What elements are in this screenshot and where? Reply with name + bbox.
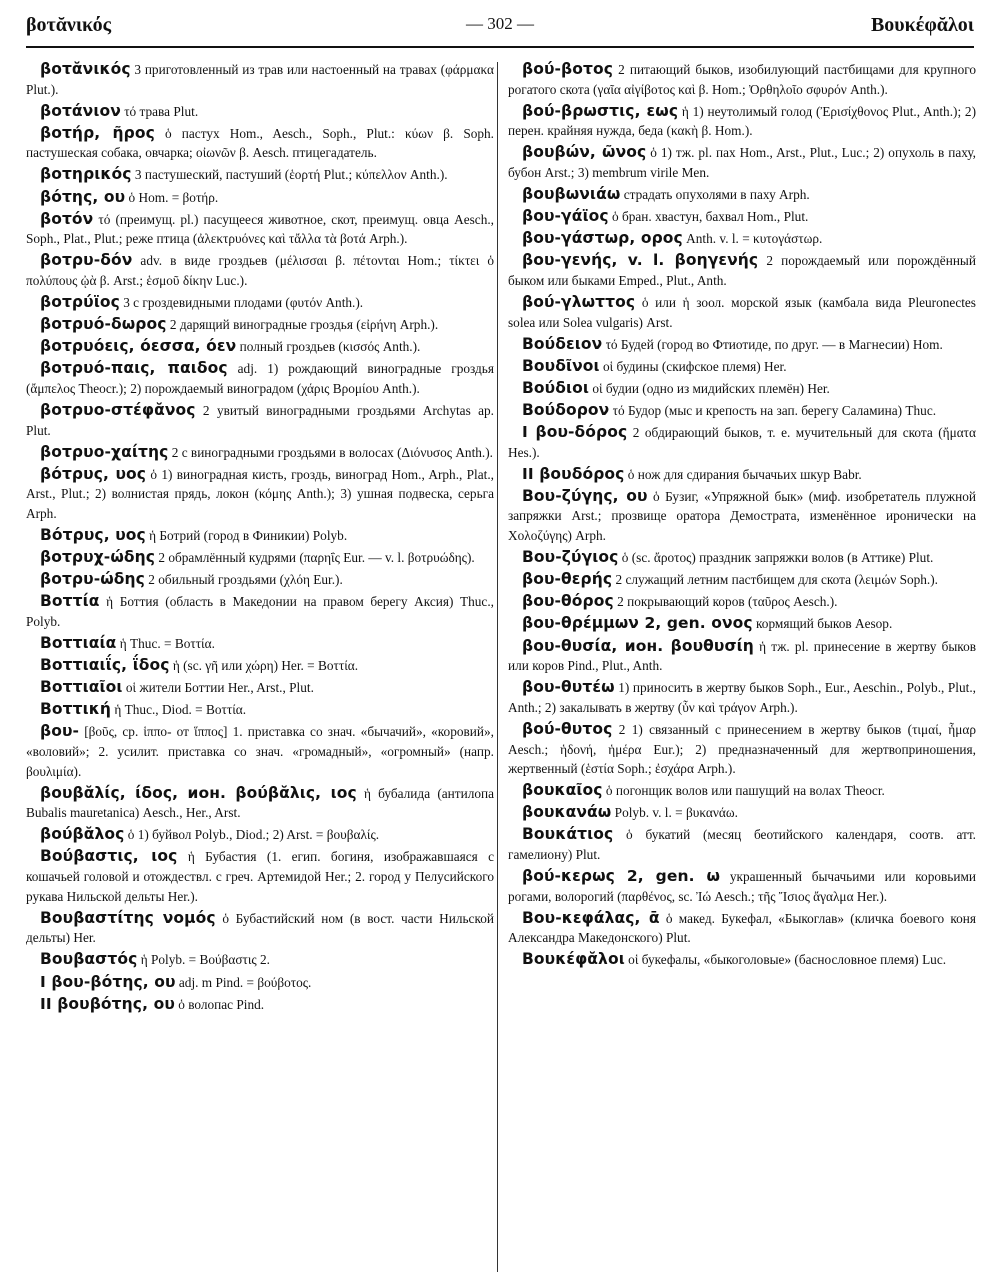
entry-headword: Βοττική bbox=[40, 700, 112, 719]
entry-definition: ἡ Thuc. = Βοττία. bbox=[116, 636, 215, 652]
entry-headword: Βούδιοι bbox=[522, 378, 590, 397]
dictionary-entry bbox=[508, 185, 976, 205]
dictionary-entry bbox=[26, 634, 494, 654]
entry-headword: βού-βρωστις, εως bbox=[522, 101, 679, 120]
dictionary-entry bbox=[508, 102, 976, 141]
entry-headword: βοτρυχ-ώδης bbox=[40, 548, 156, 567]
entry-headword: βουβών, ῶνος bbox=[522, 143, 647, 162]
entry-definition: ἡ Polyb. = Βούβαστις 2. bbox=[137, 952, 270, 968]
entry-definition: ὁ Бузиг, «Упряжной бык» (миф. изобретатель плужной запряжки Arst.; прозвище оратора Демострата, изменённое иронически на Χολοζύγης) Arph. bbox=[508, 488, 976, 544]
entry-definition: adj. m Pind. = βούβοτος. bbox=[175, 974, 312, 990]
dictionary-entry bbox=[508, 803, 976, 823]
entry-headword: βοτᾰνικός bbox=[40, 60, 131, 78]
entry-definition: οἱ будии (одно из мидийских племён) Her. bbox=[589, 380, 830, 396]
dictionary-entry bbox=[26, 700, 494, 720]
column-divider bbox=[497, 62, 498, 1272]
entry-definition: 2 обдирающий быков, т. е. мучительный для скота (ἤματα Hes.). bbox=[508, 425, 976, 460]
dictionary-entry bbox=[508, 487, 976, 546]
entry-headword: Βου-ζύγιος bbox=[522, 548, 619, 567]
entry-headword: βοτήρ, ῆρος bbox=[40, 123, 155, 142]
entry-headword: I βου-δόρος bbox=[522, 423, 628, 442]
entry-headword: βότρυς, υος bbox=[40, 464, 147, 483]
dictionary-entry bbox=[508, 357, 976, 377]
header-rule bbox=[26, 46, 974, 48]
entry-headword: Βου-κεφάλας, ᾱ bbox=[522, 908, 660, 927]
entry-definition: ὁ пастух Hom., Aesch., Soph., Plut.: κύων β. Soph. пастушеская собака, овчарка; οἰωνῶν β. Aesch. птицегадатель. bbox=[26, 125, 494, 161]
entry-definition: кормящий быков Aesop. bbox=[752, 616, 893, 632]
entry-headword: βότης, ου bbox=[40, 187, 126, 206]
entry-headword: βου-θόρος bbox=[522, 592, 614, 611]
entry-definition: ἡ Бубастия (1. егип. богиня, изображавшаяся с кошачьей головой и отождествл. с греч. Артемидой Her.; 2. город у Пелусийского рукава Нильской дельты Her.). bbox=[26, 849, 494, 904]
entry-definition: 2 служащий летним пастбищем для скота (λειμών Soph.). bbox=[612, 572, 939, 588]
entry-definition: 2 увитый виноградными гроздьями Archytas ap. Plut. bbox=[26, 403, 494, 438]
entry-definition: 2 обрамлённый кудрями (παρηΐς Eur. — v. l. βοτρυώδης). bbox=[155, 550, 475, 566]
entry-headword: βοτρυόεις, όεσσα, όεν bbox=[40, 337, 237, 356]
dictionary-entry bbox=[508, 909, 976, 948]
entry-definition: τό (преимущ. pl.) пасущееся животное, скот, преимущ. овца Aesch., Soph., Plat., Plut.; реже птица (ἀλεκτρυόνες καὶ τἄλλα τὰ βοτά Arph.). bbox=[26, 211, 494, 247]
entry-headword: I βου-βότης, ου bbox=[40, 972, 176, 991]
entry-definition: ἡ Боттия (область в Македонии на правом берегу Аксия) Thuc., Polyb. bbox=[26, 594, 494, 629]
entry-headword: II βουβότης, ου bbox=[40, 994, 175, 1013]
entry-definition: ὁ нож для сдирания бычачьих шкур Babr. bbox=[624, 466, 862, 482]
entry-definition: ἡ Thuc., Diod. = Βοττία. bbox=[111, 702, 247, 718]
entry-definition: ὁ (sc. ἄροτος) праздник запряжки волов (в Аттике) Plut. bbox=[618, 550, 934, 566]
entry-headword: βού-κερως 2, gen. ω bbox=[522, 867, 721, 886]
entry-definition: ὁ 1) буйвол Polyb., Diod.; 2) Arst. = βουβαλίς. bbox=[124, 827, 380, 843]
entry-headword: βου-θυτέω bbox=[522, 678, 615, 697]
dictionary-entry bbox=[26, 973, 494, 993]
entry-definition: полный гроздьев (κισσός Anth.). bbox=[236, 339, 421, 355]
entry-definition: ἡ бубалида (антилопа Bubalis mauretanica) Aesch., Her., Arst. bbox=[26, 785, 494, 821]
entry-definition: ὁ волопас Pind. bbox=[174, 996, 265, 1012]
entry-headword: βοτρύϊος bbox=[40, 293, 120, 312]
dictionary-entry bbox=[26, 359, 494, 398]
dictionary-entry bbox=[26, 465, 494, 524]
dictionary-entry bbox=[26, 315, 494, 335]
entry-headword: Βότρυς, υος bbox=[40, 526, 146, 545]
dictionary-entry bbox=[508, 229, 976, 249]
entry-headword: Βοττιαῖοι bbox=[40, 678, 123, 697]
entry-definition: adj. 1) рождающий виноградные гроздья (ἄμπελος Theocr.); 2) порождаемый виноградом (χάρις Βρομίου Anth.). bbox=[26, 361, 494, 396]
entry-headword: βού-θυτος bbox=[522, 719, 613, 738]
entry-headword: βοτηρικός bbox=[40, 165, 132, 184]
entry-definition: ἡ Ботрий (город в Финикии) Polyb. bbox=[145, 528, 348, 544]
dictionary-entry bbox=[26, 950, 494, 970]
dictionary-entry bbox=[26, 251, 494, 290]
entry-definition: ἡ 1) неутолимый голод (Ἐρισίχθονος Plut., Anth.); 2) перен. крайняя нужда, беда (κακὴ β. Hom.). bbox=[508, 103, 976, 139]
entry-headword: βουβᾰλίς, ίδος, ион. βούβᾰλις, ιος bbox=[40, 783, 357, 802]
entry-headword: βοτρυο-χαίτης bbox=[40, 442, 169, 461]
entry-definition: ἡ тж. pl. принесение в жертву быков или коров Pind., Plut., Anth. bbox=[508, 638, 976, 674]
entry-definition: 3 пастушеский, пастуший (ἑορτή Plut.; κύπελλον Anth.). bbox=[131, 167, 448, 183]
left-column bbox=[26, 60, 494, 1276]
dictionary-entry bbox=[26, 337, 494, 357]
entry-headword: Βου-ζύγης, ου bbox=[522, 486, 648, 505]
entry-headword: Βούβαστις, ιος bbox=[40, 847, 178, 866]
dictionary-entry bbox=[508, 423, 976, 462]
dictionary-entry bbox=[26, 401, 494, 440]
dictionary-entry bbox=[508, 465, 976, 485]
entry-headword: βουκαῖος bbox=[522, 781, 603, 800]
entry-headword: βοτρυό-παις, παιδος bbox=[40, 359, 228, 378]
entry-definition: 3 с гроздевидными плодами (φυτόν Anth.). bbox=[119, 295, 364, 311]
entry-headword: βου-γάϊος bbox=[522, 207, 609, 226]
dictionary-entry bbox=[26, 102, 494, 122]
entry-definition: ὁ макед. Букефал, «Быкоглав» (кличка боевого коня Александра Македонского) Plut. bbox=[508, 910, 976, 946]
entry-definition: ὁ Hom. = βοτήρ. bbox=[125, 189, 219, 205]
page-header bbox=[26, 14, 974, 42]
entry-definition: τό Будор (мыс и крепость на зап. берегу Саламина) Thuc. bbox=[609, 403, 937, 418]
entry-definition: Polyb. v. l. = βυκανάω. bbox=[611, 805, 738, 821]
entry-definition: Anth. v. l. = κυτογάστωρ. bbox=[682, 231, 823, 247]
dictionary-entry bbox=[508, 548, 976, 568]
dictionary-entry bbox=[508, 293, 976, 332]
dictionary-entry bbox=[26, 825, 494, 845]
entry-definition: ὁ погонщик волов или пашущий на волах Theocr. bbox=[602, 783, 885, 799]
dictionary-entry bbox=[26, 526, 494, 546]
entry-headword: βουβωνιάω bbox=[522, 185, 621, 204]
dictionary-entry bbox=[26, 60, 494, 99]
entry-definition: ὁ или ἡ зоол. морской язык (камбала вида Pleuronectes solea или Solea vulgaris) Arst. bbox=[508, 295, 976, 330]
entry-definition: 2 с виноградными гроздьями в волосах (Διόνυσος Anth.). bbox=[168, 444, 494, 460]
dictionary-entry bbox=[508, 950, 976, 970]
header-right-headword: Βουκέφᾰλοι bbox=[870, 14, 974, 36]
dictionary-entry bbox=[26, 570, 494, 590]
entry-headword: βού-γλωττος bbox=[522, 293, 636, 312]
page-number: — 302 — bbox=[466, 14, 534, 33]
dictionary-entry bbox=[26, 909, 494, 948]
entry-definition: страдать опухолями в паху Arph. bbox=[620, 187, 810, 203]
entry-definition: 2 порождаемый или порождённый быком или быками Emped., Plut., Anth. bbox=[508, 253, 976, 288]
entry-definition: ὁ букатий (месяц беотийского календаря, соотв. атт. гамелиону) Plut. bbox=[508, 827, 976, 862]
entry-headword: βουκανάω bbox=[522, 803, 612, 822]
entry-headword: Βουβαστίτης νομός bbox=[40, 908, 216, 927]
dictionary-entry bbox=[26, 995, 494, 1015]
entry-definition: украшенный бычачьими или коровьими рогами, волорогий (παρθένος, sc. Ἰώ Aesch.; τῆς Ἴσιος ἄγαλμα Her.). bbox=[508, 869, 976, 904]
entry-definition: οἱ жители Боттии Her., Arst., Plut. bbox=[122, 680, 314, 696]
entry-definition: 1) приносить в жертву быков Soph., Eur., Aeschin., Polyb., Plut., Anth.; 2) закалывать в жертву (ὗν καὶ τράγον Arph.). bbox=[508, 680, 976, 715]
dictionary-entry bbox=[508, 678, 976, 717]
dictionary-entry bbox=[508, 825, 976, 864]
entry-headword: Βουκάτιος bbox=[522, 825, 614, 844]
entry-definition: [βοῦς, ср. ἱππο- от ἵππος] 1. приставка со знач. «бычачий», «коровий», «воловий»; 2. усилит. приставка со знач. «громадный», «огромный» (напр. βουλιμία). bbox=[26, 724, 494, 779]
dictionary-entry bbox=[26, 656, 494, 676]
dictionary-entry bbox=[508, 335, 976, 355]
entry-definition: ὁ Бубастийский ном (в вост. части Нильской дельты) Her. bbox=[26, 910, 494, 946]
entry-headword: Βοττιαία bbox=[40, 634, 117, 653]
dictionary-entry bbox=[508, 720, 976, 779]
entry-headword: βοτρυό-δωρος bbox=[40, 315, 167, 334]
dictionary-entry bbox=[26, 847, 494, 906]
header-left-headword: βοτᾰνικός bbox=[26, 14, 112, 36]
entry-headword: Βουκέφᾰλοι bbox=[522, 950, 625, 969]
right-column bbox=[508, 60, 976, 1276]
dictionary-entry bbox=[26, 293, 494, 313]
dictionary-entry bbox=[26, 784, 494, 823]
entry-headword: βοτόν bbox=[40, 209, 94, 228]
entry-headword: βου- bbox=[40, 722, 80, 741]
entry-headword: Βοττία bbox=[40, 592, 100, 611]
entry-definition: ἡ (sc. γῆ или χώρη) Her. = Βοττία. bbox=[169, 658, 359, 674]
dictionary-entry bbox=[508, 401, 976, 421]
dictionary-entry bbox=[508, 379, 976, 399]
dictionary-entry bbox=[508, 781, 976, 801]
entry-definition: ὁ 1) тж. pl. пах Hom., Arst., Plut., Luc.; 2) опухоль в паху, бубон Arst.; 3) membrum virile Men. bbox=[508, 145, 976, 180]
entry-definition: οἱ будины (скифское племя) Her. bbox=[599, 358, 787, 374]
entry-headword: βοτρυ-δόν bbox=[40, 251, 133, 270]
entry-headword: βούβᾰλος bbox=[40, 825, 125, 844]
entry-headword: Βοττιαιΐς, ΐδος bbox=[40, 656, 170, 675]
entry-headword: βοτρυ-ώδης bbox=[40, 570, 145, 589]
entry-headword: βου-θυσία, ион. βουθυσίη bbox=[522, 636, 754, 655]
entry-definition: 2 питающий быков, изобилующий пастбищами для крупного рогатого скота (γαῖα αἰγίβοτος καὶ β. Hom.; Ὀρθηλοῖο σφυρόν Anth.). bbox=[508, 62, 976, 97]
dictionary-entry bbox=[26, 678, 494, 698]
entry-definition: 3 приготовленный из трав или настоенный на травах (φάρμακα Plut.). bbox=[26, 62, 494, 97]
dictionary-entry bbox=[26, 165, 494, 185]
entry-headword: βου-θερής bbox=[522, 570, 613, 589]
dictionary-entry bbox=[508, 637, 976, 676]
entry-headword: II βουδόρος bbox=[522, 464, 625, 483]
dictionary-entry bbox=[508, 570, 976, 590]
entry-headword: βου-γενής, v. l. βοηγενής bbox=[522, 251, 759, 270]
dictionary-entry bbox=[26, 210, 494, 249]
entry-definition: adv. в виде гроздьев (μέλισσαι β. πέτονται Hom.; τίκτει ὁ πολύπους ᾠὰ β. Arst.; ἑσμοῦ δίκην Luc.). bbox=[26, 253, 494, 288]
entry-definition: τό трава Plut. bbox=[120, 103, 199, 119]
entry-headword: βού-βοτος bbox=[522, 60, 614, 78]
entry-headword: Βούδειον bbox=[522, 334, 603, 353]
entry-headword: βοτρυο-στέφᾰνος bbox=[40, 401, 196, 419]
entry-headword: βου-θρέμμων 2, gen. ονος bbox=[522, 614, 753, 633]
entry-definition: τό Будей (город во Фтиотиде, по друг. — в Магнесии) Hom. bbox=[602, 336, 943, 352]
dictionary-entry bbox=[26, 188, 494, 208]
entry-headword: βοτάνιον bbox=[40, 101, 121, 120]
dictionary-entry bbox=[26, 722, 494, 781]
dictionary-entry bbox=[508, 867, 976, 906]
dictionary-entry bbox=[508, 251, 976, 290]
dictionary-entry bbox=[508, 143, 976, 182]
dictionary-entry bbox=[26, 443, 494, 463]
entry-headword: Βουβαστός bbox=[40, 950, 138, 969]
entry-definition: ὁ 1) виноградная кисть, гроздь, виноград Hom., Arph., Plat., Arst., Plut.; 2) волнистая прядь, локон (κόμης Anth.); 3) ушная подвеска, серьга Arph. bbox=[26, 466, 494, 521]
dictionary-entry bbox=[26, 548, 494, 568]
entry-definition: ὁ бран. хвастун, бахвал Hom., Plut. bbox=[608, 209, 809, 225]
entry-definition: 2 1) связанный с принесением в жертву быков (τιμαί, ἦμαρ Aesch.; ἡδονή, ἡμέρα Eur.); 2) предназначенный для жертвоприношения, жертвенный (ἑστία Soph.; ἐσχάρα Arph.). bbox=[508, 721, 976, 777]
dictionary-entry bbox=[26, 124, 494, 163]
entry-definition: οἱ букефалы, «быкоголовые» (баснословное племя) Luc. bbox=[624, 952, 947, 968]
dictionary-entry bbox=[508, 614, 976, 634]
entry-definition: 2 покрывающий коров (ταῦρος Aesch.). bbox=[613, 594, 838, 610]
entry-headword: βου-γάστωρ, ορος bbox=[522, 229, 683, 248]
dictionary-entry bbox=[508, 60, 976, 99]
dictionary-entry bbox=[508, 207, 976, 227]
entry-headword: Βουδῖνοι bbox=[522, 356, 600, 375]
dictionary-entry bbox=[26, 592, 494, 631]
entry-definition: 2 обильный гроздьями (χλόη Eur.). bbox=[144, 572, 343, 588]
entry-headword: Βούδορον bbox=[522, 401, 610, 419]
entry-definition: 2 дарящий виноградные гроздья (εἰρήνη Arph.). bbox=[166, 317, 439, 333]
dictionary-entry bbox=[508, 592, 976, 612]
